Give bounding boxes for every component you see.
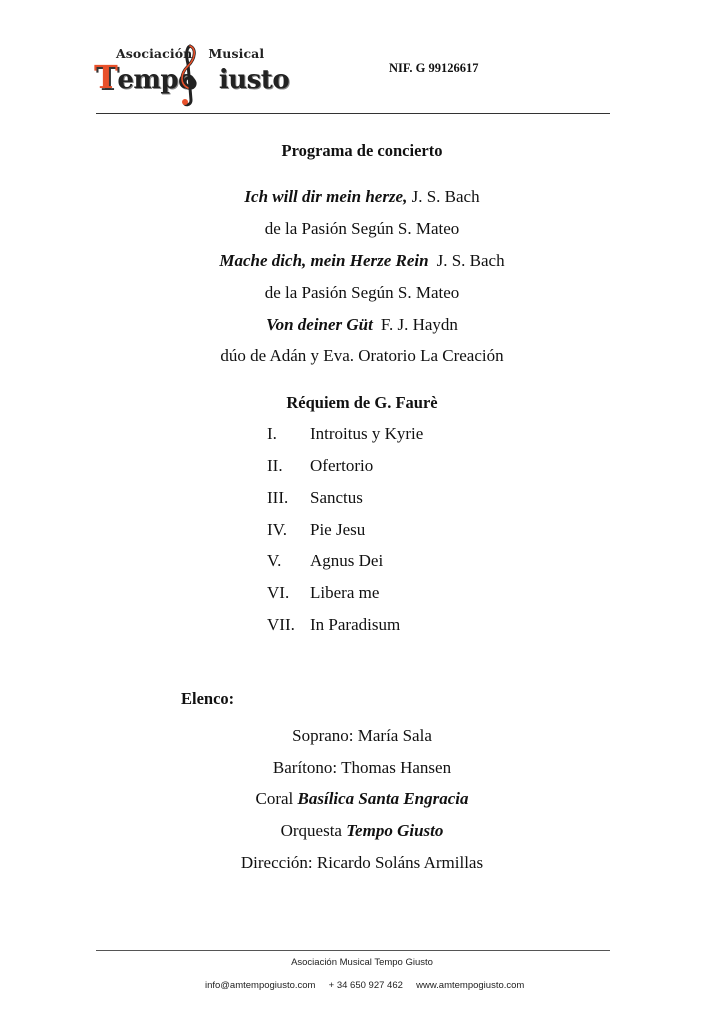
piece-1: [0, 187, 724, 207]
logo-word-empo: empo: [117, 65, 195, 95]
cast-director: Dirección: Ricardo Soláns Armillas: [240, 853, 484, 872]
movement-number: VI.: [267, 583, 290, 602]
movement-name: Pie Jesu: [310, 520, 366, 539]
movement-number: IV.: [267, 520, 287, 539]
movement-name: Sanctus: [310, 488, 363, 507]
piece-1-source: de la Pasión Según S. Mateo: [264, 219, 460, 238]
movement-name: Libera me: [310, 583, 380, 602]
piece-2-source: de la Pasión Según S. Mateo: [264, 283, 460, 302]
orchestra-prefix: Orquesta: [280, 821, 342, 840]
movement-name: Ofertorio: [310, 456, 374, 475]
logo-initial-t: T: [94, 58, 118, 96]
cast-heading: Elenco:: [181, 689, 235, 708]
movement-name: In Paradisum: [310, 615, 401, 634]
piece-2: [0, 251, 724, 271]
piece-1-work: Ich will dir mein herze,: [244, 187, 408, 206]
footer-contact: [0, 969, 724, 991]
piece-3-work: Von deiner Güt: [266, 315, 373, 334]
piece-1-composer: J. S. Bach: [411, 187, 480, 206]
footer-org: Asociación Musical Tempo Giusto: [291, 957, 433, 968]
nif-number: NIF. G 99126617: [389, 61, 479, 75]
association-logo: [94, 40, 290, 110]
cast-soprano: Soprano: María Sala: [292, 726, 432, 745]
choir-prefix: Coral: [255, 789, 294, 808]
piece-3: [0, 315, 724, 335]
movement-number: II.: [267, 456, 283, 475]
movement-number: V.: [267, 551, 282, 570]
logo-word-musical: Musical: [208, 46, 265, 61]
movement-number: I.: [267, 424, 277, 443]
piece-2-work: Mache dich, mein Herze Rein: [219, 251, 429, 270]
movement-number: VII.: [267, 615, 295, 634]
orchestra-name: Tempo Giusto: [346, 821, 444, 840]
header-divider: [96, 113, 610, 114]
choir-name: Basílica Santa Engracia: [297, 789, 469, 808]
cast-choir: [0, 789, 724, 809]
footer-phone: + 34 650 927 462: [328, 980, 403, 991]
footer-website[interactable]: www.amtempogiusto.com: [416, 980, 525, 991]
cast-baritone: Barítono: Thomas Hansen: [272, 758, 452, 777]
movement-name: Agnus Dei: [310, 551, 384, 570]
logo-word-iusto: iusto: [218, 65, 290, 95]
movement-name: Introitus y Kyrie: [310, 424, 424, 443]
cast-orchestra: [0, 821, 724, 841]
piece-3-source: dúo de Adán y Eva. Oratorio La Creación: [220, 346, 504, 365]
logo-word-asociacion: Asociación: [116, 46, 193, 61]
treble-clef-icon: [176, 42, 202, 110]
piece-3-composer: F. J. Haydn: [380, 315, 458, 334]
requiem-title: Réquiem de G. Faurè: [286, 393, 438, 412]
footer-email[interactable]: info@amtempogiusto.com: [204, 980, 316, 991]
footer-divider: [96, 950, 610, 951]
movement-number: III.: [267, 488, 289, 507]
piece-2-composer: J. S. Bach: [436, 251, 505, 270]
program-title: Programa de concierto: [281, 141, 443, 160]
